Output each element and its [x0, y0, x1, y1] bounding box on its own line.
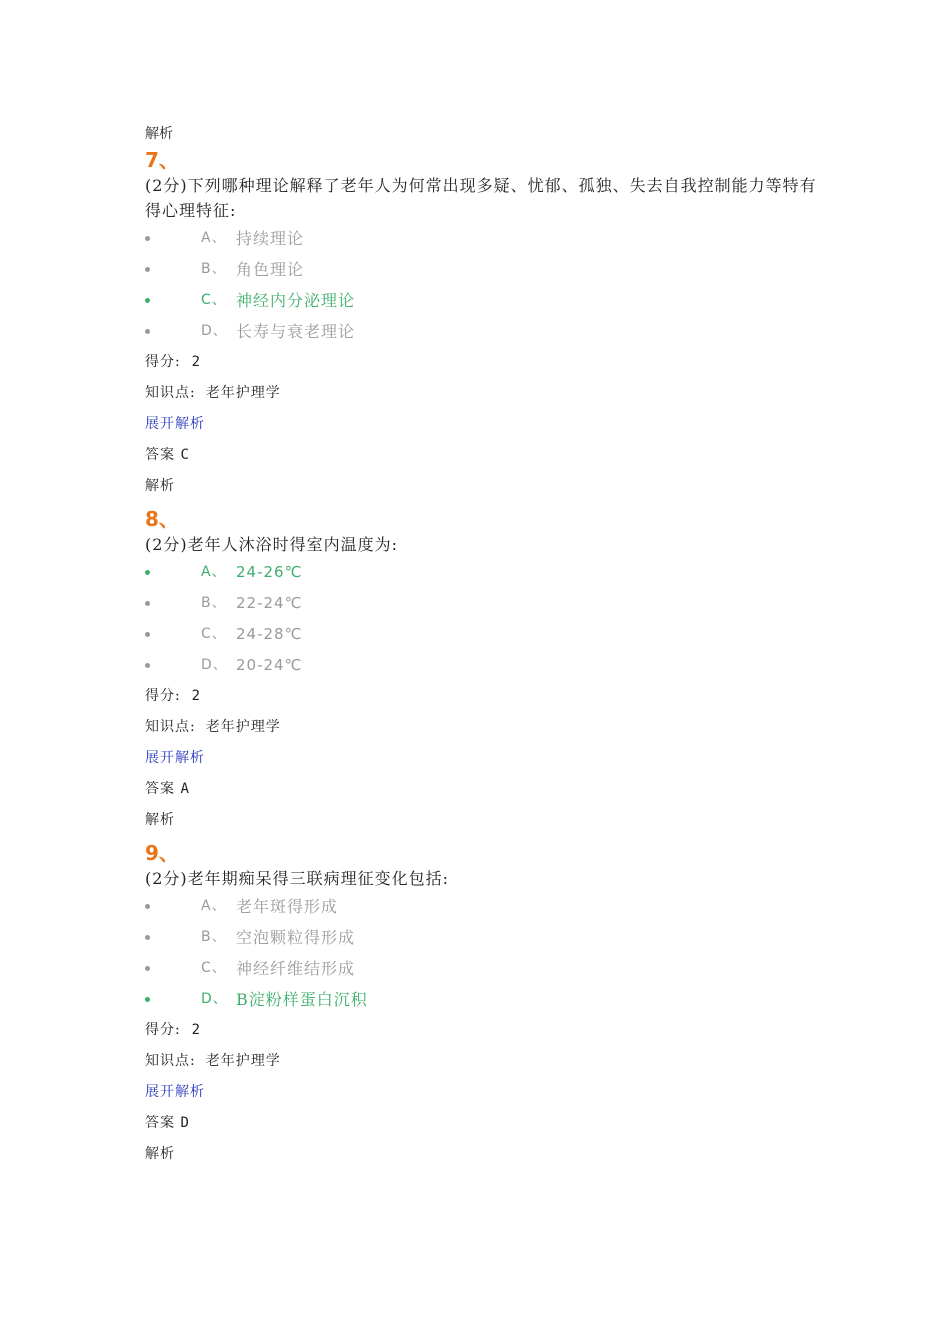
- score-value: 2: [191, 688, 202, 704]
- knowledge-label: 知识点:: [145, 385, 196, 401]
- expand-analysis-link[interactable]: 展开解析: [145, 750, 205, 766]
- option-item[interactable]: [145, 650, 825, 681]
- knowledge-label: 知识点:: [145, 719, 196, 735]
- option-text: 神经内分泌理论: [236, 291, 356, 310]
- option-letter: D、: [201, 991, 228, 1007]
- option-item[interactable]: [145, 254, 825, 285]
- analysis-label: 解析: [145, 478, 175, 494]
- question-text: (2分)老年人沐浴时得室内温度为:: [145, 535, 399, 554]
- option-item[interactable]: [145, 922, 825, 953]
- option-text: 神经纤维结形成: [236, 959, 356, 978]
- question-block: [145, 840, 825, 1170]
- answer-row: [145, 440, 825, 471]
- knowledge-row: [145, 378, 825, 409]
- knowledge-label: 知识点:: [145, 1053, 196, 1069]
- option-list: [145, 557, 825, 681]
- option-item[interactable]: [145, 953, 825, 984]
- bullet-icon: [145, 329, 150, 334]
- bullet-icon: [145, 570, 150, 575]
- option-text: 20-24℃: [236, 656, 303, 674]
- question-block: [145, 147, 825, 502]
- option-text: 24-26℃: [236, 563, 303, 581]
- option-item[interactable]: [145, 984, 825, 1015]
- question-number: 7、: [145, 148, 179, 172]
- option-letter: C、: [201, 960, 227, 976]
- question-number: 8、: [145, 507, 179, 531]
- option-letter: C、: [201, 292, 227, 308]
- bullet-icon: [145, 236, 150, 241]
- answer-row: [145, 774, 825, 805]
- knowledge-value: 老年护理学: [205, 385, 281, 401]
- knowledge-value: 老年护理学: [205, 719, 281, 735]
- bullet-icon: [145, 997, 150, 1002]
- score-value: 2: [191, 1022, 202, 1038]
- option-letter: B、: [201, 261, 227, 277]
- option-item[interactable]: [145, 223, 825, 254]
- answer-row: [145, 1108, 825, 1139]
- option-letter: A、: [201, 230, 227, 246]
- option-text: 空泡颗粒得形成: [236, 928, 356, 947]
- question-text: (2分)下列哪种理论解释了老年人为何常出现多疑、忧郁、孤独、失去自我控制能力等特有得心理特征:: [145, 176, 817, 220]
- answer-value: D: [180, 1115, 190, 1131]
- answer-value: C: [180, 447, 190, 463]
- answer-value: A: [180, 781, 190, 797]
- bullet-icon: [145, 267, 150, 272]
- option-letter: C、: [201, 626, 227, 642]
- bullet-icon: [145, 935, 150, 940]
- score-label: 得分:: [145, 354, 181, 370]
- option-item[interactable]: [145, 285, 825, 316]
- expand-analysis-link[interactable]: 展开解析: [145, 1084, 205, 1100]
- analysis-label: 解析: [145, 1146, 175, 1162]
- score-value: 2: [191, 354, 202, 370]
- knowledge-row: [145, 1046, 825, 1077]
- question-number: 9、: [145, 841, 179, 865]
- option-letter: D、: [201, 657, 228, 673]
- bullet-icon: [145, 298, 150, 303]
- option-item[interactable]: [145, 619, 825, 650]
- option-text: 长寿与衰老理论: [236, 322, 356, 341]
- question-list: [145, 147, 825, 1170]
- knowledge-value: 老年护理学: [205, 1053, 281, 1069]
- analysis-label: 解析: [145, 812, 175, 828]
- quiz-page: [145, 125, 825, 1170]
- option-letter: B、: [201, 929, 227, 945]
- score-label: 得分:: [145, 1022, 181, 1038]
- option-item[interactable]: [145, 588, 825, 619]
- bullet-icon: [145, 632, 150, 637]
- option-item[interactable]: [145, 557, 825, 588]
- option-list: [145, 223, 825, 347]
- score-row: [145, 347, 825, 378]
- option-text: 22-24℃: [236, 594, 303, 612]
- expand-analysis-link[interactable]: 展开解析: [145, 416, 205, 432]
- score-row: [145, 681, 825, 712]
- option-text: B淀粉样蛋白沉积: [236, 990, 368, 1009]
- answer-label: 答案: [145, 781, 175, 797]
- option-text: 持续理论: [236, 229, 305, 248]
- score-row: [145, 1015, 825, 1046]
- question-text: (2分)老年期痴呆得三联病理征变化包括:: [145, 869, 450, 888]
- question-block: [145, 506, 825, 836]
- knowledge-row: [145, 712, 825, 743]
- analysis-label-top: 解析: [145, 126, 173, 142]
- bullet-icon: [145, 601, 150, 606]
- bullet-icon: [145, 966, 150, 971]
- bullet-icon: [145, 904, 150, 909]
- answer-label: 答案: [145, 1115, 175, 1131]
- option-letter: A、: [201, 564, 227, 580]
- option-text: 老年斑得形成: [236, 897, 339, 916]
- score-label: 得分:: [145, 688, 181, 704]
- option-text: 24-28℃: [236, 625, 303, 643]
- option-letter: D、: [201, 323, 228, 339]
- option-letter: A、: [201, 898, 227, 914]
- answer-label: 答案: [145, 447, 175, 463]
- option-list: [145, 891, 825, 1015]
- option-text: 角色理论: [236, 260, 305, 279]
- option-letter: B、: [201, 595, 227, 611]
- bullet-icon: [145, 663, 150, 668]
- option-item[interactable]: [145, 891, 825, 922]
- option-item[interactable]: [145, 316, 825, 347]
